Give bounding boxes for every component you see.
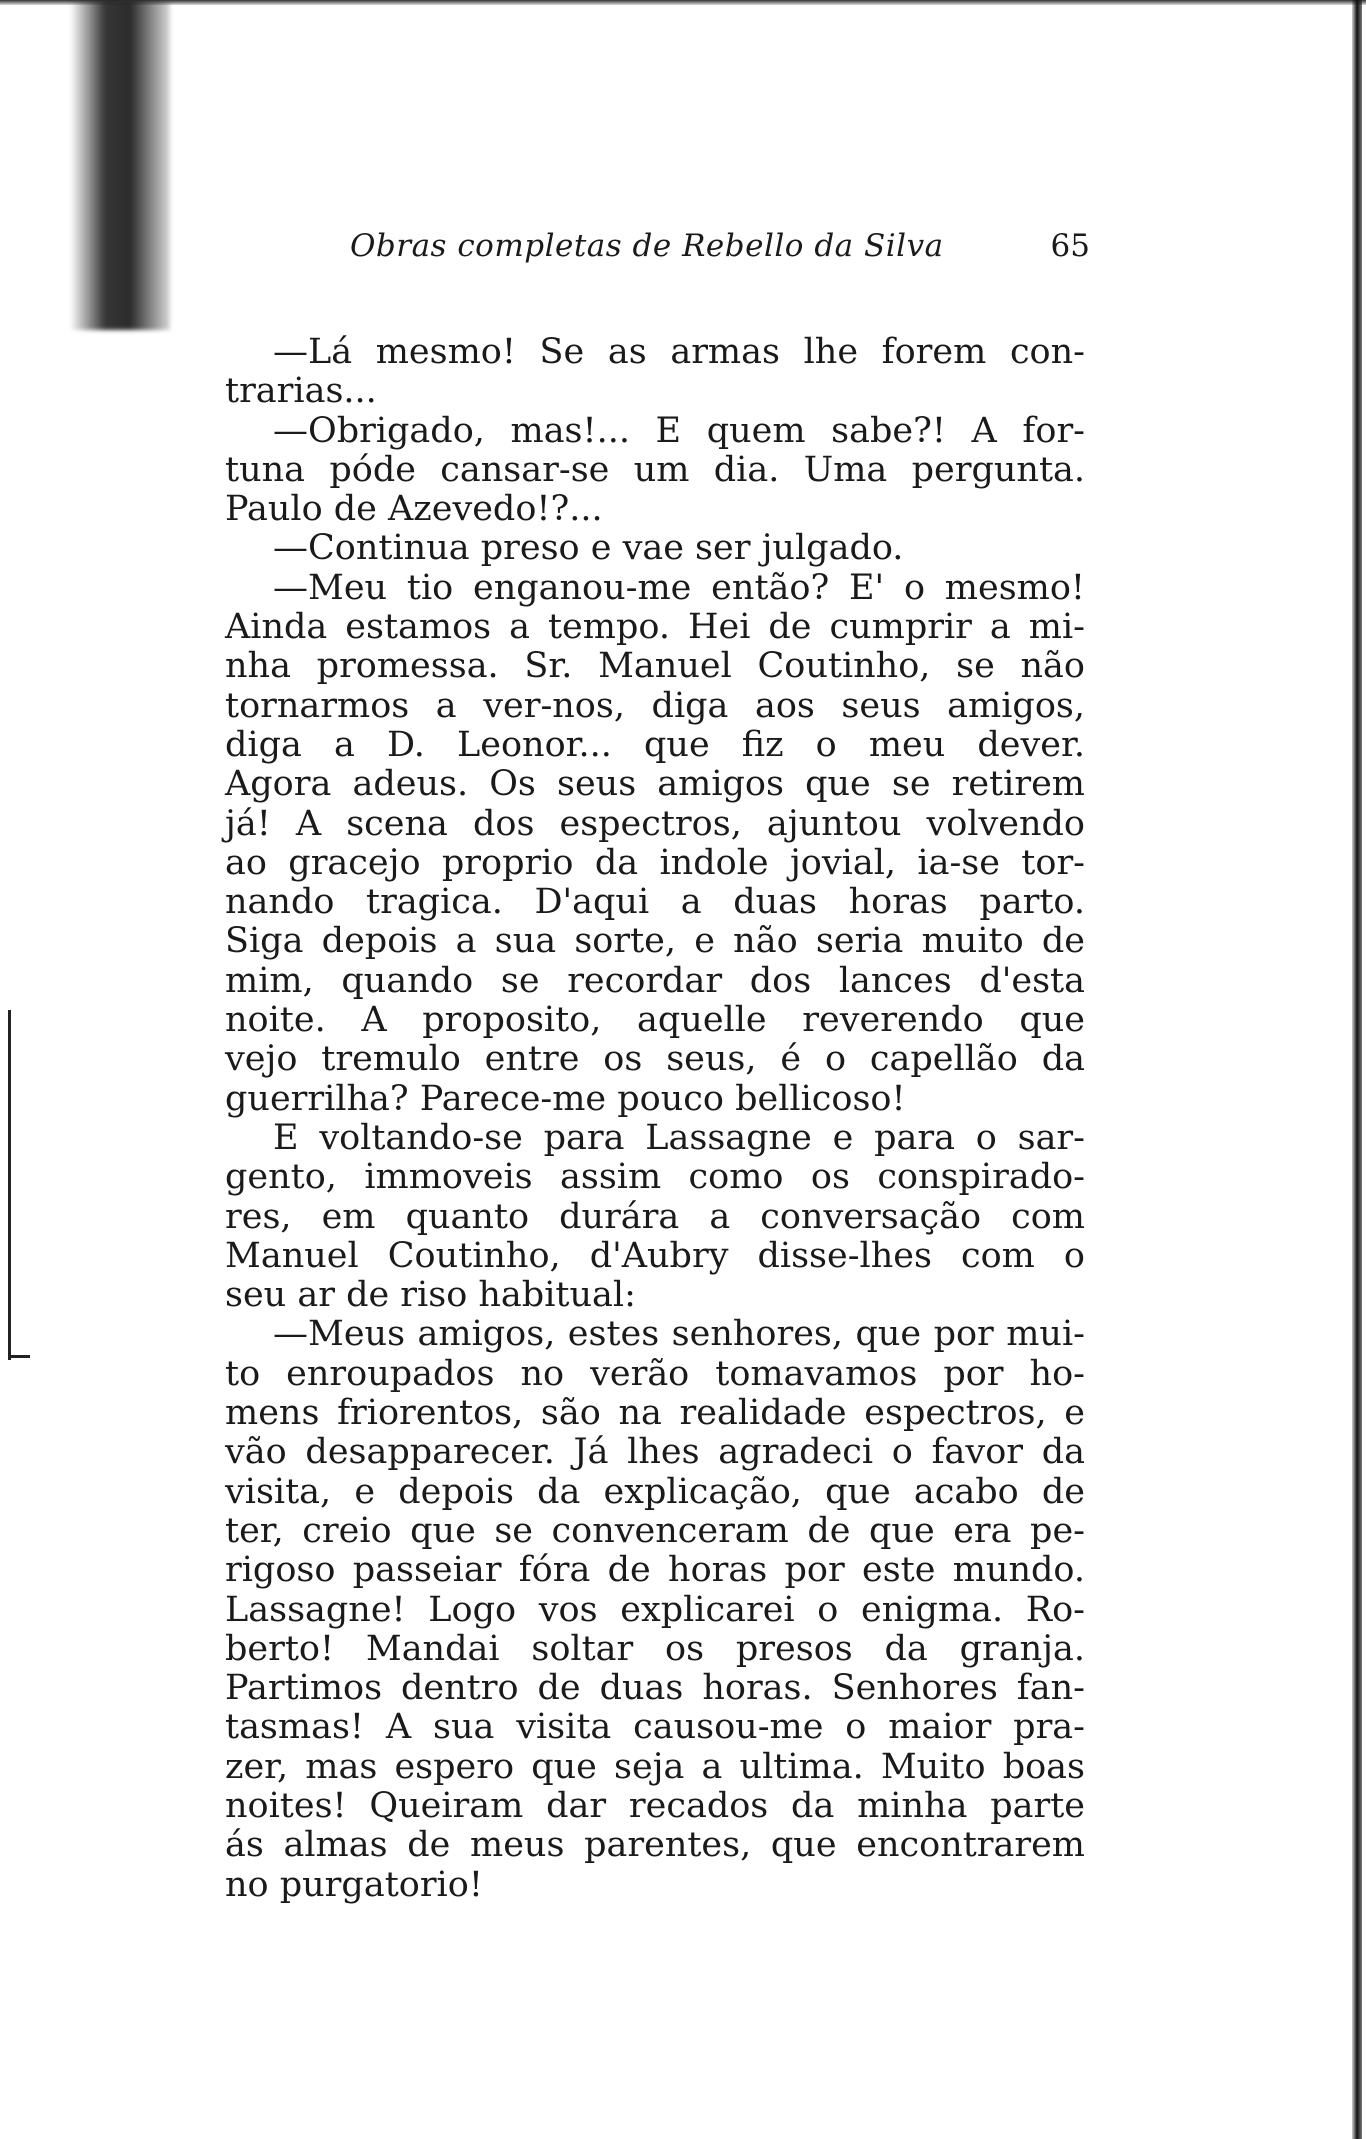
text-line: nha promessa. Sr. Manuel Coutinho, se não [225, 646, 1085, 687]
text-line: tasmas! A sua visita causou-me o maior pra- [225, 1707, 1085, 1748]
scan-top-edge [0, 0, 1366, 5]
text-line: zer, mas espero que seja a ultima. Muito boas [225, 1746, 1085, 1787]
text-line: —Meu tio enganou-me então? E' o mesmo! [273, 567, 1085, 608]
scan-right-edge [1352, 0, 1362, 2139]
text-line: visita, e depois da explicação, que acabo de [225, 1471, 1085, 1512]
text-line: nando tragica. D'aqui a duas horas parto. [225, 882, 1085, 923]
text-line: —Meus amigos, estes senhores, que por mui- [273, 1314, 1085, 1355]
text-line: —Obrigado, mas!... E quem sabe?! A for- [273, 410, 1085, 451]
text-line: res, em quanto durára a conversação com [225, 1196, 1085, 1237]
text-line: —Lá mesmo! Se as armas lhe forem con- [273, 332, 1085, 372]
page-header [350, 228, 1090, 272]
text-line: tornarmos a ver-nos, diga aos seus amigos, [225, 685, 1085, 726]
text-line: Paulo de Azevedo!?... [225, 489, 603, 530]
scan-binding-shadow [70, 0, 170, 330]
text-line: guerrilha? Parece-me pouco bellicoso! [225, 1078, 906, 1119]
text-line: gento, immoveis assim como os conspirado- [225, 1157, 1085, 1198]
running-title: Obras completas de Rebello da Silva [350, 228, 944, 264]
text-line: já! A scena dos espectros, ajuntou volvendo [225, 803, 1085, 844]
text-line: Ainda estamos a tempo. Hei de cumprir a mi- [225, 607, 1085, 648]
text-line: vejo tremulo entre os seus, é o capellão da [225, 1039, 1085, 1080]
scan-margin-mark [8, 1010, 11, 1360]
text-line: Manuel Coutinho, d'Aubry disse-lhes com o [225, 1235, 1085, 1276]
text-line: tuna póde cansar-se um dia. Uma pergunta. [225, 449, 1085, 490]
text-line: ao gracejo proprio da indole jovial, ia-se tor- [225, 842, 1085, 883]
text-line: noites! Queiram dar recados da minha parte [225, 1785, 1085, 1826]
text-line: diga a D. Leonor... que fiz o meu dever. [225, 724, 1085, 765]
text-line: noite. A proposito, aquelle reverendo que [225, 1000, 1085, 1041]
text-line: berto! Mandai soltar os presos da granja. [225, 1628, 1085, 1669]
text-line: vão desapparecer. Já lhes agradeci o favor da [225, 1432, 1085, 1473]
text-line: ter, creio que se convenceram de que era pe- [225, 1510, 1085, 1551]
text-line: Lassagne! Logo vos explicarei o enigma. Ro- [225, 1589, 1085, 1630]
page-number: 65 [1050, 228, 1090, 264]
text-line: rigoso passeiar fóra de horas por este mundo. [225, 1550, 1085, 1591]
text-line: to enroupados no verão tomavamos por ho- [225, 1353, 1085, 1394]
text-line: mens friorentos, são na realidade espectros, e [225, 1393, 1085, 1434]
text-line: E voltando-se para Lassagne e para o sar- [273, 1117, 1085, 1158]
text-line: ás almas de meus parentes, que encontrarem [225, 1825, 1085, 1866]
text-line: —Continua preso e vae ser julgado. [273, 528, 904, 569]
body-text [225, 333, 1085, 1905]
text-line: trarias... [225, 371, 377, 412]
text-line: seu ar de riso habitual: [225, 1275, 636, 1316]
text-line: no purgatorio! [225, 1864, 483, 1905]
text-line: Agora adeus. Os seus amigos que se retirem [225, 764, 1085, 805]
text-line: Partimos dentro de duas horas. Senhores fan- [225, 1668, 1085, 1709]
text-line: mim, quando se recordar dos lances d'esta [225, 960, 1085, 1001]
text-line: Siga depois a sua sorte, e não seria muito de [225, 921, 1085, 962]
scan-margin-tick [8, 1355, 30, 1358]
